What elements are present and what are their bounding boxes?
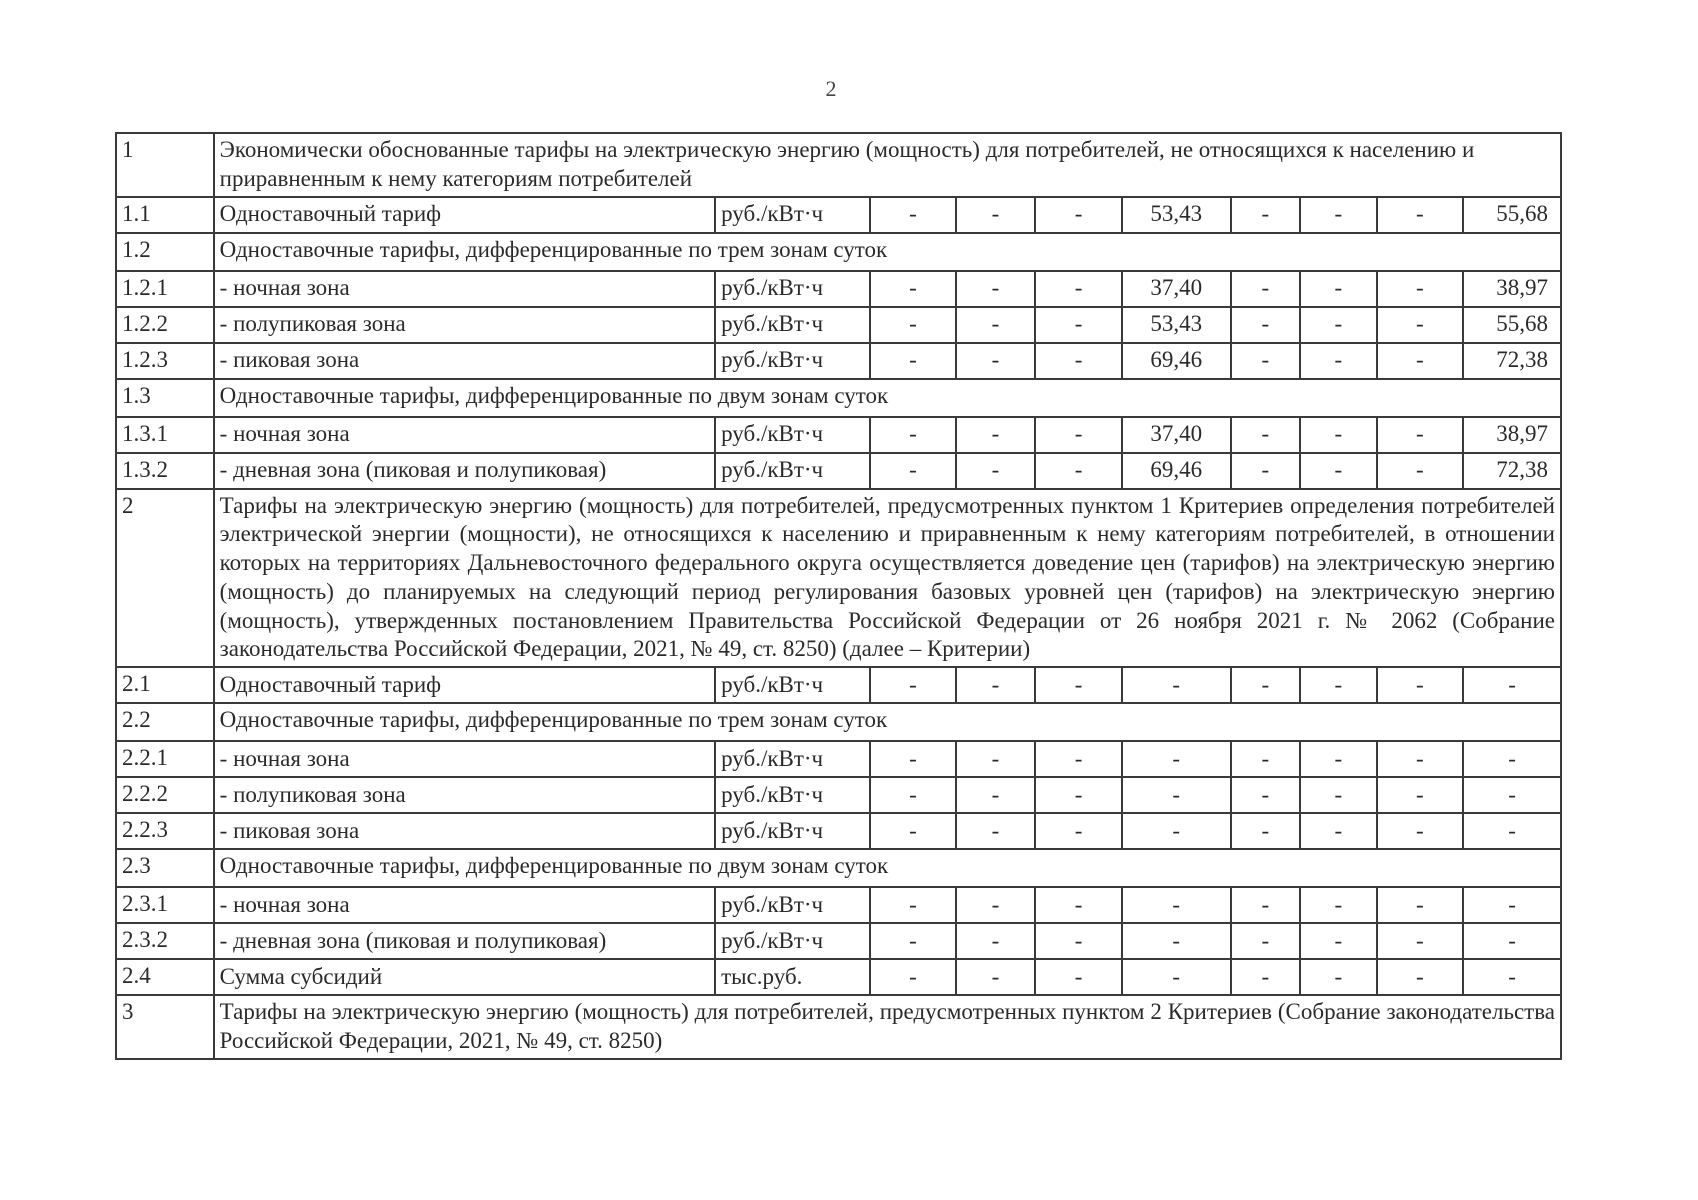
row-number: 1.3.1: [116, 417, 214, 453]
value-cell: -: [1035, 741, 1122, 777]
table-row: [116, 923, 1561, 959]
value-cell: -: [1377, 307, 1464, 343]
value-cell: -: [956, 887, 1036, 923]
row-number: 1.1: [116, 197, 214, 233]
value-cell: -: [870, 197, 956, 233]
value-cell: -: [1300, 271, 1377, 307]
row-label: Сумма субсидий: [214, 959, 715, 995]
value-cell: -: [1300, 343, 1377, 379]
value-cell: 53,43: [1122, 197, 1231, 233]
value-cell: -: [1035, 453, 1122, 489]
value-cell: -: [1300, 813, 1377, 849]
section-title: Тарифы на электрическую энергию (мощность) для потребителей, предусмотренных пунктом 2 Критериев (Собрание законодательства Российской Федерации, 2021, № 49, ст. 8250): [214, 995, 1561, 1059]
unit-cell: руб./кВт·ч: [715, 777, 870, 813]
value-cell: -: [870, 271, 956, 307]
value-cell: -: [1231, 959, 1300, 995]
unit-cell: руб./кВт·ч: [715, 197, 870, 233]
value-cell: -: [870, 887, 956, 923]
section-row: [116, 849, 1561, 887]
row-number: 1.2.2: [116, 307, 214, 343]
value-cell: -: [956, 741, 1036, 777]
value-cell: -: [956, 343, 1036, 379]
row-number: 2.3.2: [116, 923, 214, 959]
table-row: [116, 887, 1561, 923]
value-cell: -: [1463, 923, 1561, 959]
row-number: 1.3: [116, 379, 214, 417]
value-cell: -: [1122, 813, 1231, 849]
value-cell: 69,46: [1122, 343, 1231, 379]
value-cell: -: [956, 417, 1036, 453]
row-number: 2.4: [116, 959, 214, 995]
value-cell: -: [1300, 417, 1377, 453]
row-number: 2: [116, 489, 214, 668]
row-label: - ночная зона: [214, 271, 715, 307]
value-cell: -: [1035, 923, 1122, 959]
value-cell: -: [870, 453, 956, 489]
value-cell: -: [1035, 343, 1122, 379]
value-cell: -: [1377, 813, 1464, 849]
row-number: 2.3.1: [116, 887, 214, 923]
value-cell: -: [1300, 307, 1377, 343]
table-row: [116, 777, 1561, 813]
value-cell: -: [1035, 271, 1122, 307]
section-title: Одноставочные тарифы, дифференцированные по трем зонам суток: [214, 233, 1561, 271]
value-cell: -: [1377, 667, 1464, 703]
section-row: [116, 995, 1561, 1059]
value-cell: -: [1231, 777, 1300, 813]
table-row: [116, 417, 1561, 453]
row-number: 3: [116, 995, 214, 1059]
unit-cell: руб./кВт·ч: [715, 887, 870, 923]
value-cell: -: [956, 453, 1036, 489]
value-cell: -: [1463, 741, 1561, 777]
value-cell: -: [1300, 197, 1377, 233]
value-cell: -: [870, 923, 956, 959]
value-cell: -: [1122, 923, 1231, 959]
value-cell: -: [1377, 777, 1464, 813]
table-row: [116, 343, 1561, 379]
section-title: Одноставочные тарифы, дифференцированные по двум зонам суток: [214, 379, 1561, 417]
value-cell: -: [870, 813, 956, 849]
value-cell: -: [1035, 813, 1122, 849]
row-label: - полупиковая зона: [214, 777, 715, 813]
row-number: 1: [116, 133, 214, 197]
value-cell: -: [956, 197, 1036, 233]
unit-cell: руб./кВт·ч: [715, 307, 870, 343]
value-cell: -: [1300, 667, 1377, 703]
page-number: 2: [825, 76, 837, 101]
value-cell: 72,38: [1463, 453, 1561, 489]
value-cell: -: [1300, 741, 1377, 777]
section-row: [116, 703, 1561, 741]
value-cell: 37,40: [1122, 417, 1231, 453]
value-cell: -: [1377, 271, 1464, 307]
value-cell: -: [870, 959, 956, 995]
section-row: [116, 489, 1561, 668]
row-label: - полупиковая зона: [214, 307, 715, 343]
value-cell: -: [1035, 667, 1122, 703]
row-label: - пиковая зона: [214, 343, 715, 379]
table-row: [116, 813, 1561, 849]
unit-cell: руб./кВт·ч: [715, 923, 870, 959]
unit-cell: тыс.руб.: [715, 959, 870, 995]
value-cell: 55,68: [1463, 307, 1561, 343]
value-cell: -: [1122, 777, 1231, 813]
row-label: - ночная зона: [214, 741, 715, 777]
value-cell: -: [1231, 197, 1300, 233]
row-number: 2.2.3: [116, 813, 214, 849]
value-cell: -: [1035, 417, 1122, 453]
table-row: [116, 307, 1561, 343]
row-label: Одноставочный тариф: [214, 197, 715, 233]
row-number: 2.3: [116, 849, 214, 887]
value-cell: -: [1463, 887, 1561, 923]
section-row: [116, 133, 1561, 197]
unit-cell: руб./кВт·ч: [715, 741, 870, 777]
section-title: Тарифы на электрическую энергию (мощность) для потребителей, предусмотренных пунктом 1 Критериев определения потребителей электрической энергии (мощности), не относящихся к населению и приравненным к нему категориям потребителей, в отношении которых на территориях Дальневосточного федерального округа осуществляется доведение цен (тарифов) на электрическую энергию (мощность) до планируемых на следующий период регулирования базовых уровней цен (тарифов) на электрическую энергию (мощность), утвержденных постановлением Правительства Российской Федерации от 26 ноября 2021 г. № 2062 (Собрание законодательства Российской Федерации, 2021, № 49, ст. 8250) (далее – Критерии): [214, 489, 1561, 668]
value-cell: -: [1377, 197, 1464, 233]
value-cell: 72,38: [1463, 343, 1561, 379]
row-number: 1.2.3: [116, 343, 214, 379]
value-cell: -: [1377, 417, 1464, 453]
table-row: [116, 667, 1561, 703]
unit-cell: руб./кВт·ч: [715, 453, 870, 489]
table-row: [116, 271, 1561, 307]
value-cell: -: [1300, 453, 1377, 489]
value-cell: -: [1377, 959, 1464, 995]
table-row: [116, 453, 1561, 489]
value-cell: -: [1231, 741, 1300, 777]
table-row: [116, 959, 1561, 995]
value-cell: -: [1231, 667, 1300, 703]
value-cell: -: [1035, 959, 1122, 995]
value-cell: -: [870, 417, 956, 453]
row-number: 2.1: [116, 667, 214, 703]
unit-cell: руб./кВт·ч: [715, 271, 870, 307]
row-label: - ночная зона: [214, 887, 715, 923]
value-cell: 69,46: [1122, 453, 1231, 489]
value-cell: -: [1231, 887, 1300, 923]
value-cell: 38,97: [1463, 417, 1561, 453]
row-number: 2.2.2: [116, 777, 214, 813]
value-cell: -: [1035, 197, 1122, 233]
value-cell: 38,97: [1463, 271, 1561, 307]
value-cell: -: [1231, 923, 1300, 959]
value-cell: -: [1463, 959, 1561, 995]
value-cell: 53,43: [1122, 307, 1231, 343]
value-cell: -: [870, 777, 956, 813]
value-cell: -: [1377, 343, 1464, 379]
value-cell: -: [1122, 741, 1231, 777]
value-cell: -: [870, 343, 956, 379]
value-cell: -: [870, 667, 956, 703]
value-cell: -: [1377, 923, 1464, 959]
table-row: [116, 741, 1561, 777]
row-label: - пиковая зона: [214, 813, 715, 849]
value-cell: -: [1231, 307, 1300, 343]
value-cell: -: [1122, 959, 1231, 995]
unit-cell: руб./кВт·ч: [715, 813, 870, 849]
unit-cell: руб./кВт·ч: [715, 417, 870, 453]
value-cell: -: [1300, 959, 1377, 995]
value-cell: -: [1035, 777, 1122, 813]
value-cell: -: [1377, 741, 1464, 777]
value-cell: -: [1300, 923, 1377, 959]
row-number: 1.2: [116, 233, 214, 271]
row-label: Одноставочный тариф: [214, 667, 715, 703]
table-row: [116, 197, 1561, 233]
row-label: - дневная зона (пиковая и полупиковая): [214, 453, 715, 489]
section-row: [116, 379, 1561, 417]
value-cell: -: [1463, 777, 1561, 813]
value-cell: -: [956, 923, 1036, 959]
value-cell: -: [870, 741, 956, 777]
value-cell: -: [956, 307, 1036, 343]
row-number: 1.3.2: [116, 453, 214, 489]
value-cell: -: [1122, 887, 1231, 923]
unit-cell: руб./кВт·ч: [715, 343, 870, 379]
value-cell: -: [1377, 887, 1464, 923]
value-cell: -: [870, 307, 956, 343]
value-cell: -: [1300, 777, 1377, 813]
row-label: - ночная зона: [214, 417, 715, 453]
value-cell: 37,40: [1122, 271, 1231, 307]
value-cell: -: [956, 667, 1036, 703]
value-cell: -: [956, 959, 1036, 995]
value-cell: -: [956, 271, 1036, 307]
value-cell: -: [1231, 417, 1300, 453]
unit-cell: руб./кВт·ч: [715, 667, 870, 703]
value-cell: -: [956, 777, 1036, 813]
value-cell: -: [1035, 307, 1122, 343]
row-label: - дневная зона (пиковая и полупиковая): [214, 923, 715, 959]
value-cell: -: [1231, 453, 1300, 489]
value-cell: 55,68: [1463, 197, 1561, 233]
section-row: [116, 233, 1561, 271]
value-cell: -: [1231, 343, 1300, 379]
section-title: Экономически обоснованные тарифы на электрическую энергию (мощность) для потребителей, не относящихся к населению и приравненным к нему категориям потребителей: [214, 133, 1561, 197]
row-number: 2.2: [116, 703, 214, 741]
value-cell: -: [1231, 813, 1300, 849]
row-number: 2.2.1: [116, 741, 214, 777]
value-cell: -: [1035, 887, 1122, 923]
value-cell: -: [1231, 271, 1300, 307]
value-cell: -: [1463, 813, 1561, 849]
value-cell: -: [956, 813, 1036, 849]
section-title: Одноставочные тарифы, дифференцированные по трем зонам суток: [214, 703, 1561, 741]
value-cell: -: [1122, 667, 1231, 703]
value-cell: -: [1377, 453, 1464, 489]
value-cell: -: [1300, 887, 1377, 923]
value-cell: -: [1463, 667, 1561, 703]
section-title: Одноставочные тарифы, дифференцированные по двум зонам суток: [214, 849, 1561, 887]
row-number: 1.2.1: [116, 271, 214, 307]
tariff-table: [115, 132, 1562, 1060]
